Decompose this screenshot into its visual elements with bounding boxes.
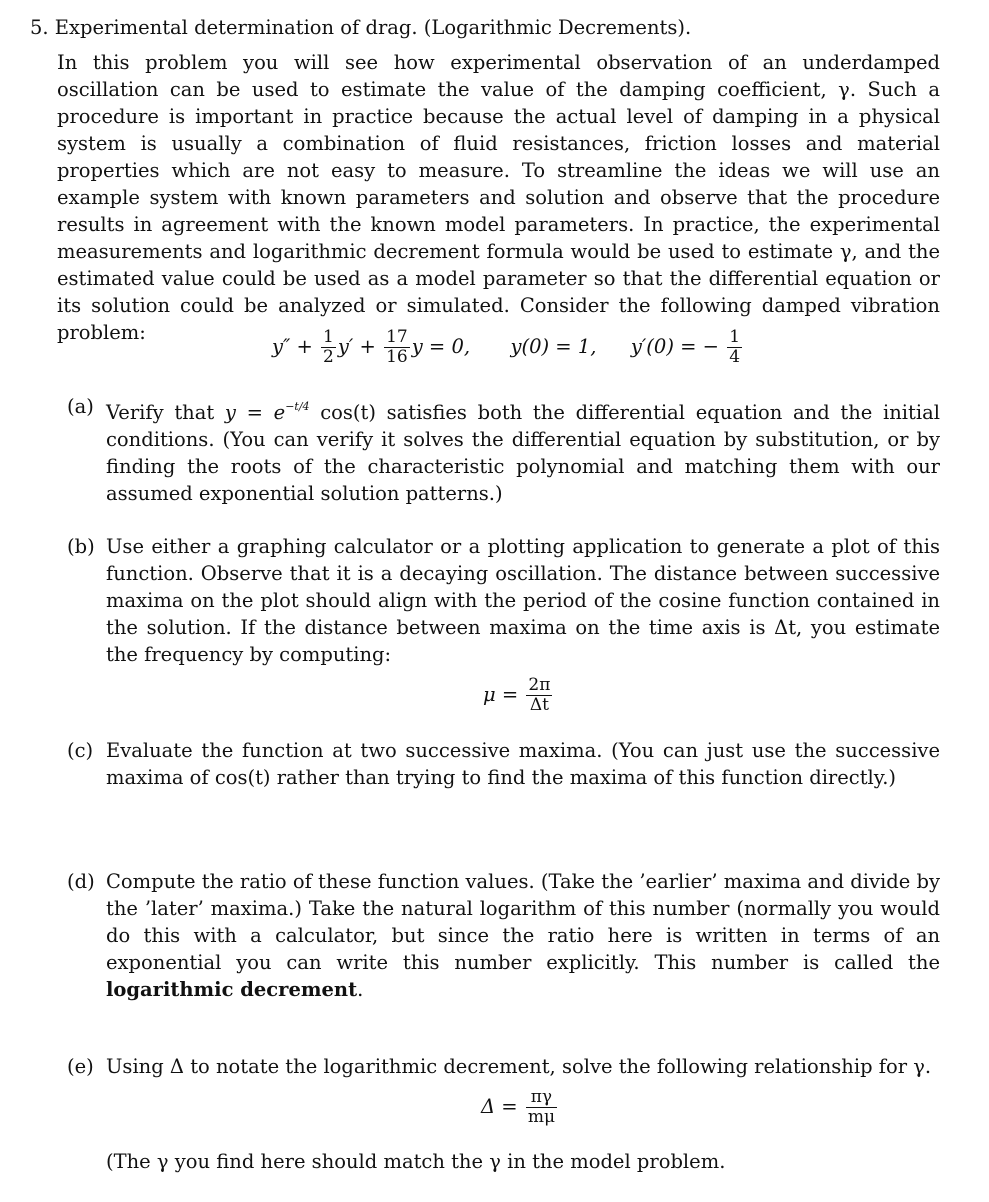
part-a-exponent: −t/4 <box>285 400 310 413</box>
eq-term-ydot: y′ + <box>337 335 376 358</box>
part-b <box>67 533 940 668</box>
part-e-label: (e) <box>67 1055 94 1078</box>
eq-term-yddot: y″ + <box>272 335 313 358</box>
part-c <box>67 737 940 791</box>
eq-fraction-quarter: $\frac{1}{4}$ <box>729 327 741 367</box>
part-a-text: Verify that $y = e^{-t/4}$ cos(t) satisfies both the differential equation and the initial conditions. (You can verify it solves the differential equation by substitution, or by finding the roots of the characteristic polynomial and matching them with our assumed exponential solution patterns.) <box>106 400 940 505</box>
part-b-text: Use either a graphing calculator or a plotting application to generate a plot of this function. Observe that it is a decaying oscillation. The distance between successive maxima on the plot should align with the period of the cosine function contained in the solution. If the distance between maxima on the time axis is Δt, you estimate the frequency by computing: <box>106 535 940 666</box>
part-d <box>67 868 940 1003</box>
initial-condition-y: y(0) = 1, <box>510 335 597 358</box>
logarithmic-decrement-term: logarithmic decrement <box>106 978 358 1001</box>
part-e-note: (The γ you find here should match the γ in the model problem. <box>106 1150 726 1173</box>
eq-fraction-17-16: $\frac{17}{16}$ <box>386 327 408 367</box>
initial-condition-yprime: y′(0) = − <box>630 335 719 358</box>
part-d-label: (d) <box>67 870 95 893</box>
problem-intro: In this problem you will see how experimental observation of an underdamped oscillation can be used to estimate the value of the damping coefficient, γ. Such a procedure is important in practice because the actual level of damping in a physical system is usually a combination of fluid resistances, friction losses and material properties which are not easy to measure. To streamline the ideas we will use an example system with known parameters and solution and observe that the procedure results in agreement with the known model parameters. In practice, the experimental measurements and logarithmic decrement formula would be used to estimate γ, and the estimated value could be used as a model parameter so that the differential equation or its solution could be analyzed or simulated. Consider the following damped vibration problem: <box>57 51 940 344</box>
frequency-equation: μ = $\frac{2\pi}{\Delta t}$ <box>483 675 551 715</box>
part-e-text: Using Δ to notate the logarithmic decrement, solve the following relationship for γ. <box>106 1055 932 1078</box>
part-a-label: (a) <box>67 395 94 418</box>
part-e <box>67 1053 940 1080</box>
eq-term-y: y = 0, <box>411 335 471 358</box>
decrement-equation: Δ = $\frac{\pi\gamma}{m\mu}$ <box>481 1087 555 1127</box>
problem-title: 5. Experimental determination of drag. (Logarithmic Decrements). <box>30 16 692 39</box>
part-c-label: (c) <box>67 739 94 762</box>
main-equation <box>272 328 744 367</box>
part-b-label: (b) <box>67 535 95 558</box>
part-a <box>67 393 940 507</box>
eq-fraction-half: $\frac{1}{2}$ <box>323 327 334 367</box>
part-d-text: Compute the ratio of these function values. (Take the ’earlier’ maxima and divide by the ’later’ maxima.) Take the natural logarithm of this number (normally you would do this with a calculator, but since the ratio here is written in terms of an exponential you can write this number explicitly. This number is called the logarithmic decrement. <box>106 870 940 1001</box>
part-c-text: Evaluate the function at two successive maxima. (You can just use the successive maxima of cos(t) rather than trying to find the maxima of this function directly.) <box>106 739 940 789</box>
